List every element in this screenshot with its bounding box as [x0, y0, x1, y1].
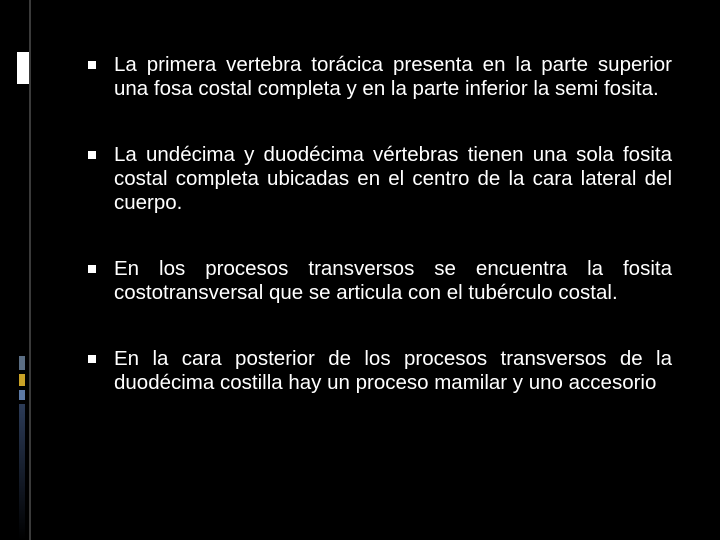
accent-block-top	[17, 52, 29, 84]
accent-stripe-blue	[19, 390, 25, 400]
square-bullet-icon	[88, 151, 96, 159]
accent-stripe-gold	[19, 374, 25, 386]
bullet-item-2	[88, 143, 672, 215]
left-divider-line	[29, 0, 31, 540]
bullet-item-1	[88, 53, 672, 101]
bullet-item-3	[88, 257, 672, 305]
square-bullet-icon	[88, 265, 96, 273]
square-bullet-icon	[88, 355, 96, 363]
square-bullet-icon	[88, 61, 96, 69]
accent-fade-strip	[19, 404, 25, 540]
bullet-text: La undécima y duodécima vértebras tienen una sola fosita costal completa ubicadas en el centro de la cara lateral del cuerpo.	[114, 143, 672, 214]
bullet-list	[88, 53, 672, 395]
bullet-text: La primera vertebra torácica presenta en la parte superior una fosa costal completa y en la parte inferior la semi fosita.	[114, 53, 672, 100]
accent-stripe-slate	[19, 356, 25, 370]
bullet-item-4	[88, 347, 672, 395]
bullet-text: En los procesos transversos se encuentra la fosita costotransversal que se articula con el tubérculo costal.	[114, 257, 672, 304]
bullet-text: En la cara posterior de los procesos transversos de la duodécima costilla hay un proceso mamilar y uno accesorio	[114, 347, 672, 394]
